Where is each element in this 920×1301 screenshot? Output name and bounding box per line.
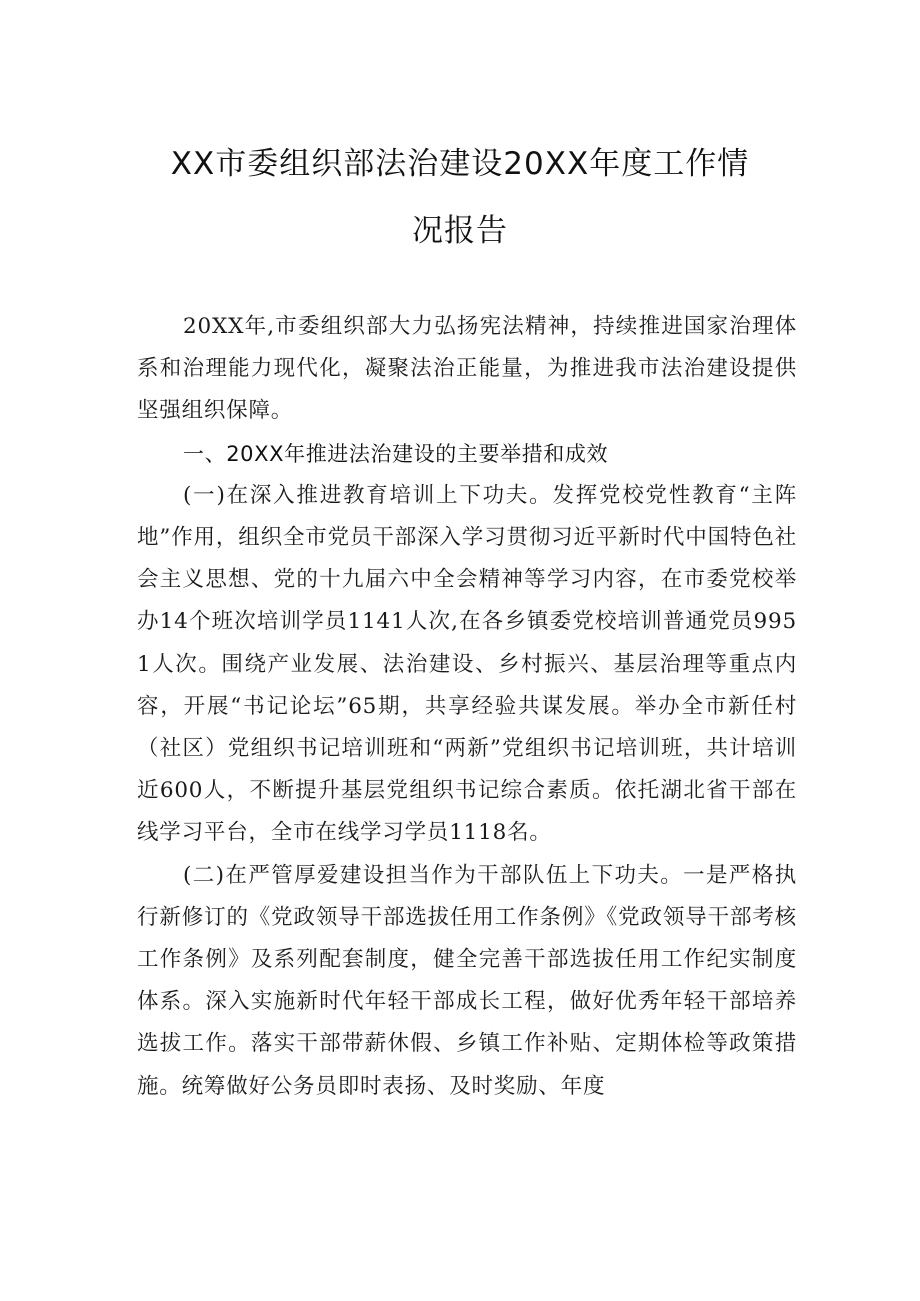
- section-paragraph-1: (一)在深入推进教育培训上下功夫。发挥党校党性教育“主阵地”作用，组织全市党员干部深入学习贯彻习近平新时代中国特色社会主义思想、党的十九届六中全会精神等学习内容，在市委党校举办14个班次培训学员1141人次,在各乡镇委党校培训普通党员9951人次。围绕产业发展、法治建设、乡村振兴、基层治理等重点内容，开展“书记论坛”65期，共享经验共谋发展。举办全市新任村（社区）党组织书记培训班和“两新”党组织书记培训班，共计培训近600人，不断提升基层党组织书记综合素质。依托湖北省干部在线学习平台，全市在线学习学员1118名。: [137, 482, 797, 846]
- document-body: [137, 306, 797, 1108]
- intro-paragraph: 20XX年,市委组织部大力弘扬宪法精神，持续推进国家治理体系和治理能力现代化，凝聚法治正能量，为推进我市法治建设提供坚强组织保障。: [137, 314, 797, 424]
- section-heading: 一、20XX年推进法治建设的主要举措和成效: [183, 441, 609, 466]
- section-paragraph-2: (二)在严管厚爱建设担当作为干部队伍上下功夫。一是严格执行新修订的《党政领导干部选拔任用工作条例》《党政领导干部考核工作条例》及系列配套制度，健全完善干部选拔任用工作纪实制度体系。深入实施新时代年轻干部成长工程，做好优秀年轻干部培养选拔工作。落实干部带薪休假、乡镇工作补贴、定期体检等政策措施。统筹做好公务员即时表扬、及时奖励、年度: [137, 862, 797, 1099]
- document-title-line-1: XX市委组织部法治建设20XX年度工作情: [170, 146, 750, 182]
- document-title-line-2: 况报告: [412, 213, 508, 249]
